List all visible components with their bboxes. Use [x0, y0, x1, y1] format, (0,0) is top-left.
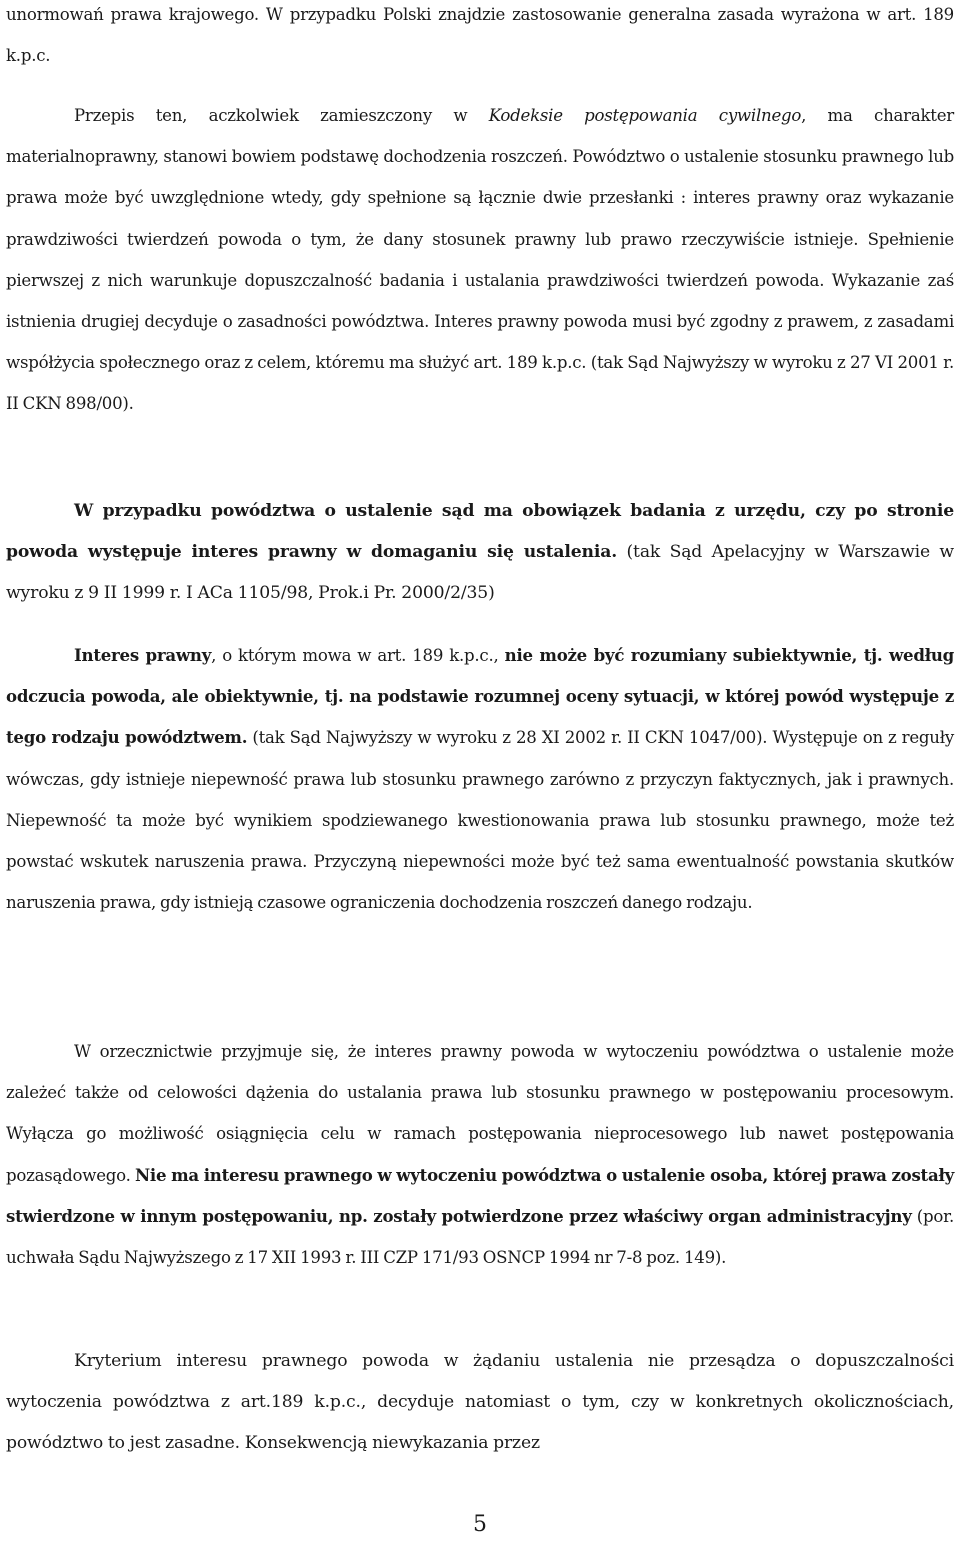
text-run: Przepis ten, aczkolwiek zamieszczony w — [74, 106, 489, 125]
text-run: W orzecznictwie przyjmuje się, że interes prawny powoda w wytoczeniu powództwa o ustalenie może zależeć także od celowości dążenia do ustalania prawa lub stosunku prawnego w postępowaniu procesowym. Wyłącza go możliwość osiągnięcia celu w ramach postępowania nieprocesowego lub nawet postępowania pozasądowego. — [6, 1042, 954, 1185]
bold-text: W przypadku powództwa o ustalenie sąd ma obowiązek badania z urzędu, czy po stronie powoda występuje interes prawny w domaganiu się ustalenia. — [6, 501, 954, 563]
text-run: (tak Sąd Apelacyjny w Warszawie w wyroku z 9 II 1999 r. I ACa 1105/98, Prok.i Pr. 2000/2/35) — [6, 542, 954, 604]
italic-text: Kodeksie postępowania cywilnego — [488, 106, 802, 125]
text-run: (por. uchwała Sądu Najwyższego z 17 XII 1993 r. III CZP 171/93 OSNCP 1994 nr 7-8 poz. 149). — [6, 1206, 954, 1268]
bold-text: Interes prawny — [74, 645, 212, 665]
paragraph-case-law — [6, 1031, 954, 1278]
paragraph-continuation — [6, 0, 954, 76]
page-number: 5 — [473, 1512, 487, 1537]
paragraph-legal-interest — [6, 635, 954, 923]
paragraph-art-189-explanation — [6, 95, 954, 425]
bold-text: nie może być rozumiany subiektywnie, tj. według odczucia powoda, ale obiektywnie, tj. na podstawie rozumnej oceny sytuacji, w której powód występuje z tego rodzaju powództwem. — [6, 645, 955, 748]
text-run: , ma charakter materialnoprawny, stanowi bowiem podstawę dochodzenia roszczeń. Powództwo o ustalenie stosunku prawnego lub prawa może być uwzględnione wtedy, gdy spełnione są łącznie dwie przesłanki : interes prawny oraz wykazanie prawdziwości twierdzeń powoda o tym, że dany stosunek prawny lub prawo rzeczywiście istnieje. Spełnienie pierwszej z nich warunkuje dopuszczalność badania i ustalania prawdziwości twierdzeń powoda. Wykazanie zaś istnienia drugiej decyduje o zasadności powództwa. Interes prawny powoda musi być zgodny z prawem, z zasadami współżycia społecznego oraz z celem, któremu ma służyć art. 189 k.p.c. (tak Sąd Najwyższy w wyroku z 27 VI 2001 r. II CKN 898/00). — [6, 106, 954, 414]
paragraph-criterion — [6, 1341, 954, 1465]
text-run: , o którym mowa w art. 189 k.p.c., — [211, 646, 505, 665]
bold-text: Nie ma interesu prawnego w wytoczeniu powództwa o ustalenie osoba, której prawa zostały stwierdzone w innym postępowaniu, np. zostały potwierdzone przez właściwy organ administracyjny — [6, 1164, 955, 1226]
text-run: (tak Sąd Najwyższy w wyroku z 28 XI 2002 r. II CKN 1047/00). Występuje on z reguły wówczas, gdy istnieje niepewność prawa lub stosunku prawnego zarówno z przyczyn faktycznych, jak i prawnych. Niepewność ta może być wynikiem spodziewanego kwestionowania prawa lub stosunku prawnego, może też powstać wskutek naruszenia prawa. Przyczyną niepewności może być też sama ewentualność powstania skutków naruszenia prawa, gdy istnieją czasowe ograniczenia dochodzenia roszczeń danego rodzaju. — [6, 728, 954, 913]
text-run: unormowań prawa krajowego. W przypadku Polski znajdzie zastosowanie generalna zasada wyrażona w art. 189 k.p.c. — [6, 5, 954, 66]
text-run: Kryterium interesu prawnego powoda w żądaniu ustalenia nie przesądza o dopuszczalności wytoczenia powództwa z art.189 k.p.c., decyduje natomiast o tym, czy w konkretnych okolicznościach, powództwo to jest zasadne. Konsekwencją niewykazania przez — [6, 1351, 954, 1454]
paragraph-court-duty — [6, 491, 954, 615]
